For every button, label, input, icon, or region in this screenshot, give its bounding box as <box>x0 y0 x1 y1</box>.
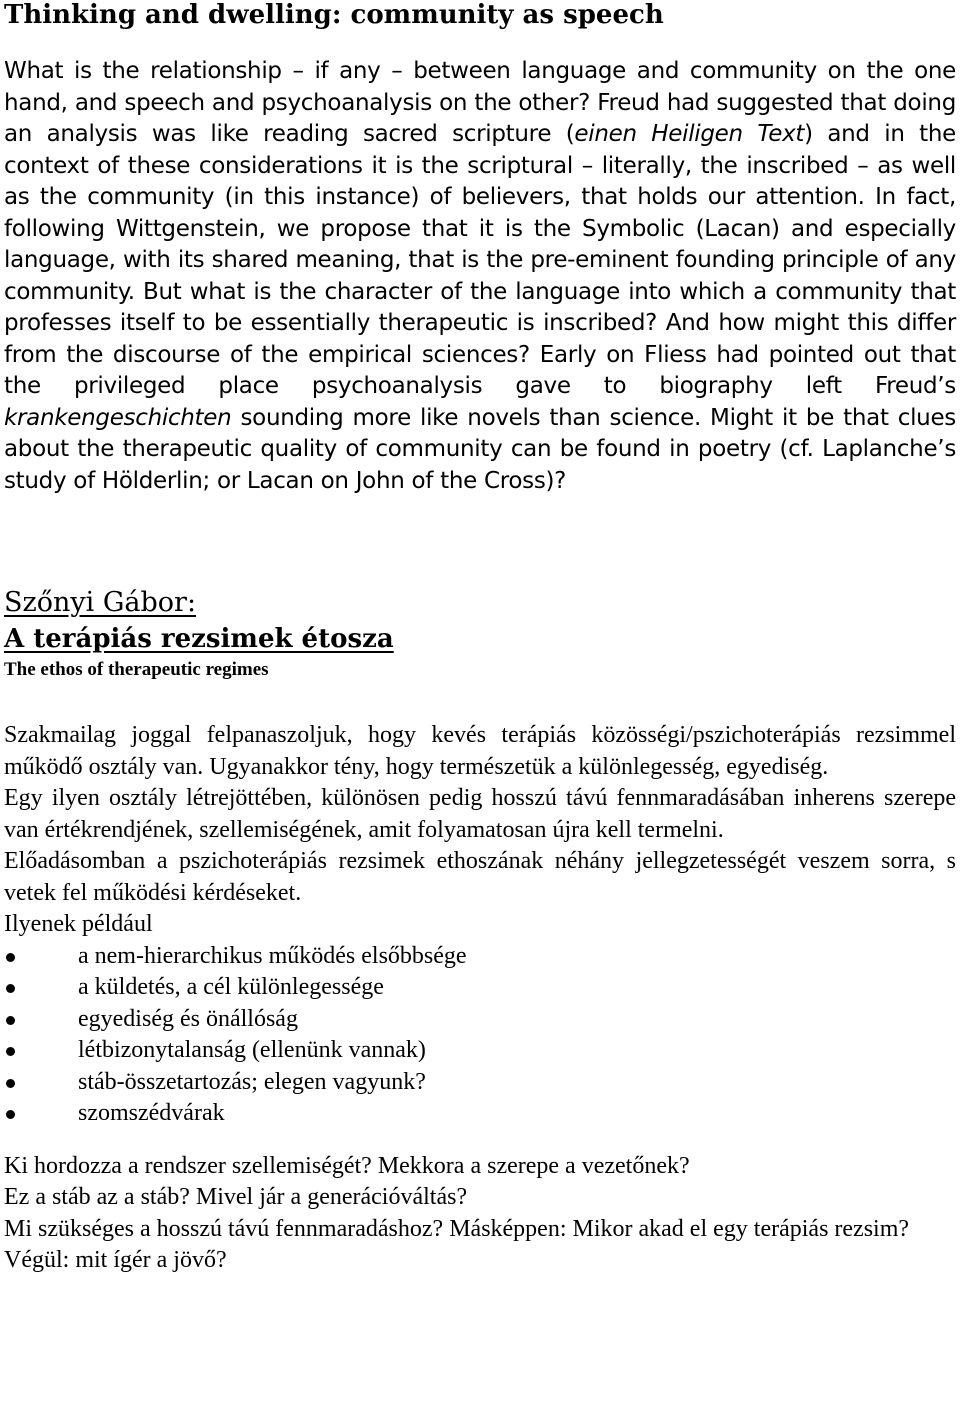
bullet-icon <box>6 1110 15 1119</box>
list-item <box>4 941 956 973</box>
list-item <box>4 1067 956 1099</box>
english-subtitle: The ethos of therapeutic regimes <box>4 659 269 680</box>
bullet-icon <box>6 1016 15 1025</box>
italic-text-run: einen Heiligen Text <box>574 121 805 147</box>
list-item-text: szomszédvárak <box>78 1100 225 1126</box>
paragraph: Szakmailag joggal felpanaszoljuk, hogy kevés terápiás közösségi/pszichoterápiás rezsimmel működő osztály van. Ugyanakkor tény, hogy természetük a különlegesség, egyediség. <box>4 722 956 780</box>
list-item-text: a nem-hierarchikus működés elsőbbsége <box>78 942 467 969</box>
question-line: Mi szükséges a hosszú távú fennmaradáshoz? Másképpen: Mikor akad el egy terápiás rezsim? <box>4 1215 910 1242</box>
question-line: Végül: mit ígér a jövő? <box>4 1247 227 1273</box>
english-paragraph <box>4 56 956 497</box>
list-item-text: egyediség és önállóság <box>78 1005 298 1032</box>
text-run: ) and in the context of these considerations it is the scriptural – literally, the inscribed – as well as the community (in this instance) of believers, that holds our attention. In fact, following Wittgenstein, we propose that it is the Symbolic (Lacan) and especially language, with its shared meaning, that is the pre-eminent founding principle of any community. But what is the character of the language into which a community that professes itself to be essentially therapeutic is inscribed? And how might this differ from the discourse of the empirical sciences? Early on Fliess had pointed out that the privileged place psychoanalysis gave to biography left Freud’s <box>4 121 956 399</box>
bullet-icon <box>6 984 15 993</box>
questions-block <box>4 1151 956 1277</box>
list-item <box>4 1098 956 1130</box>
list-item <box>4 1004 956 1036</box>
list-item <box>4 1035 956 1067</box>
question-line: Ki hordozza a rendszer szellemiségét? Mekkora a szerepe a vezetőnek? <box>4 1152 690 1179</box>
bullet-icon <box>6 953 15 962</box>
bullet-icon <box>6 1047 15 1056</box>
text-run: What is the relationship – if any – between language and community on the one hand, and speech and psychoanalysis on the other? Freud had suggested that doing an analysis was like reading sacred scripture ( <box>4 58 956 147</box>
question-line: Ez a stáb az a stáb? Mivel jár a generációváltás? <box>4 1184 468 1210</box>
hungarian-title: A terápiás rezsimek étosza <box>4 624 394 654</box>
text-run: sounding more like novels than science. Might it be that clues about the therapeutic quality of community can be found in poetry (cf. Laplanche’s study of Hölderlin; or Lacan on John of the Cross)? <box>4 404 956 494</box>
list-item <box>4 972 956 1004</box>
section-title: Thinking and dwelling: community as speech <box>4 0 664 30</box>
section-spacer <box>4 497 956 584</box>
list-item-text: stáb-összetartozás; elegen vagyunk? <box>78 1068 426 1095</box>
paragraph: Előadásomban a pszichoterápiás rezsimek ethoszának néhány jellegzetességét veszem sorra, s vetek fel működési kérdéseket. <box>4 848 956 906</box>
author-name: Szőnyi Gábor: <box>4 587 197 618</box>
list-intro: Ilyenek például <box>4 911 153 937</box>
list-item-text: létbizonytalanság (ellenünk vannak) <box>78 1037 426 1063</box>
bullet-icon <box>6 1079 15 1088</box>
paragraph: Egy ilyen osztály létrejöttében, különösen pedig hosszú távú fennmaradásában inherens szerepe van értékrendjének, szellemiségének, amit folyamatosan újra kell termelni. <box>4 785 956 843</box>
italic-text-run: krankengeschichten <box>4 404 232 431</box>
bullet-list <box>4 941 956 1130</box>
list-item-text: a küldetés, a cél különlegessége <box>78 974 384 1000</box>
